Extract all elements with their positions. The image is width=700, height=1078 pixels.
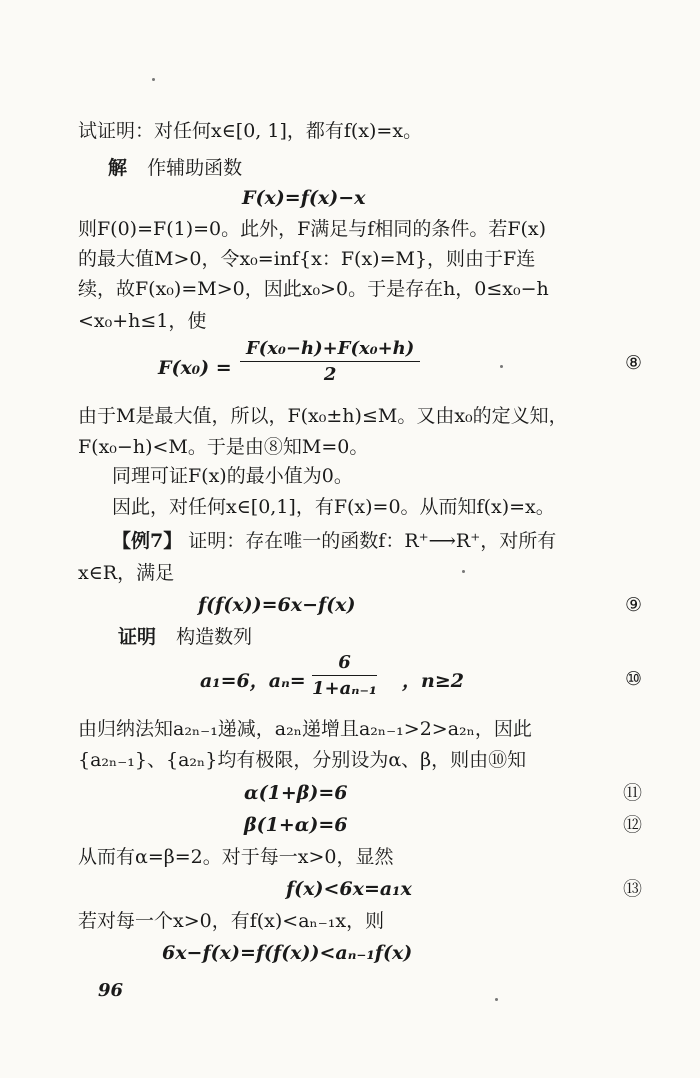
equation-10-fraction [312,652,377,699]
fraction-denominator: 2 [323,364,337,385]
equation-number: ⑨ [624,594,642,616]
text-line: 因此，对任何x∈[0,1]，有F(x)=0。从而知f(x)=x。 [112,496,555,518]
equation-10-left: a₁=6，aₙ= [200,670,306,692]
text-line: 续，故F(x₀)=M>0，因此x₀>0。于是存在h，0≤x₀−h [78,278,549,300]
text-line: 从而有α=β=2。对于每一x>0，显然 [78,846,394,868]
fraction-numerator: 6 [312,652,377,676]
equation-13: f(x)<6x=a₁x [286,878,412,900]
text-line: F(x₀−h)<M。于是由⑧知M=0。 [78,436,369,458]
example-text: 证明：存在唯一的函数f：R⁺⟶R⁺，对所有 [188,530,557,552]
equation-number: ⑪ [622,782,642,804]
equation-number: ⑫ [622,814,642,836]
text-line: 由于M是最大值，所以，F(x₀±h)≤M。又由x₀的定义知， [78,405,568,427]
proof-text: 构造数列 [176,626,253,648]
equation-11: α(1+β)=6 [244,782,348,804]
scan-speck [152,78,155,81]
solution-label: 解 [108,157,128,179]
fraction-denominator: 1+aₙ₋₁ [312,678,377,699]
solution-text: 作辅助函数 [147,157,243,179]
text-line: {a₂ₙ₋₁}、{a₂ₙ}均有极限，分别设为α、β，则由⑩知 [78,749,527,771]
text-line: 由归纳法知a₂ₙ₋₁递减，a₂ₙ递增且a₂ₙ₋₁>2>a₂ₙ，因此 [78,718,532,740]
equation-number: ⑬ [622,878,642,900]
equation-9: f(f(x))=6x−f(x) [198,594,356,616]
equation-12: β(1+α)=6 [244,814,348,836]
problem-statement: 试证明：对任何x∈[0, 1]，都有f(x)=x。 [78,120,423,142]
equation-10-right: ，n≥2 [402,670,464,692]
fraction-numerator: F(x₀−h)+F(x₀+h) [240,338,420,362]
equation-8-left: F(x₀) = [158,357,232,379]
scan-speck [500,365,503,368]
example-label: 【例7】 [112,530,183,552]
equation-number: ⑧ [624,352,642,374]
proof-intro [118,624,252,650]
text-line: 若对每一个x>0，有f(x)<aₙ₋₁x，则 [78,910,385,932]
text-line: x∈R，满足 [78,562,175,584]
equation-14: 6x−f(x)=f(f(x))<aₙ₋₁f(x) [162,942,413,964]
proof-label: 证明 [118,626,157,648]
scan-speck [495,998,498,1001]
scan-speck [462,570,465,573]
equation-number: ⑩ [624,668,642,690]
text-line: 的最大值M>0，令x₀=inf{x：F(x)=M}，则由于F连 [78,248,536,270]
text-line: 同理可证F(x)的最小值为0。 [112,465,353,487]
equation-8-fraction [240,338,420,385]
text-line: 则F(0)=F(1)=0。此外，F满足与f相同的条件。若F(x) [78,218,547,240]
equation-aux-function: F(x)=f(x)−x [242,187,366,209]
example-7-heading [112,528,556,554]
text-line: <x₀+h≤1，使 [78,310,207,332]
solution-intro [108,155,242,181]
page-number: 96 [98,980,124,1001]
